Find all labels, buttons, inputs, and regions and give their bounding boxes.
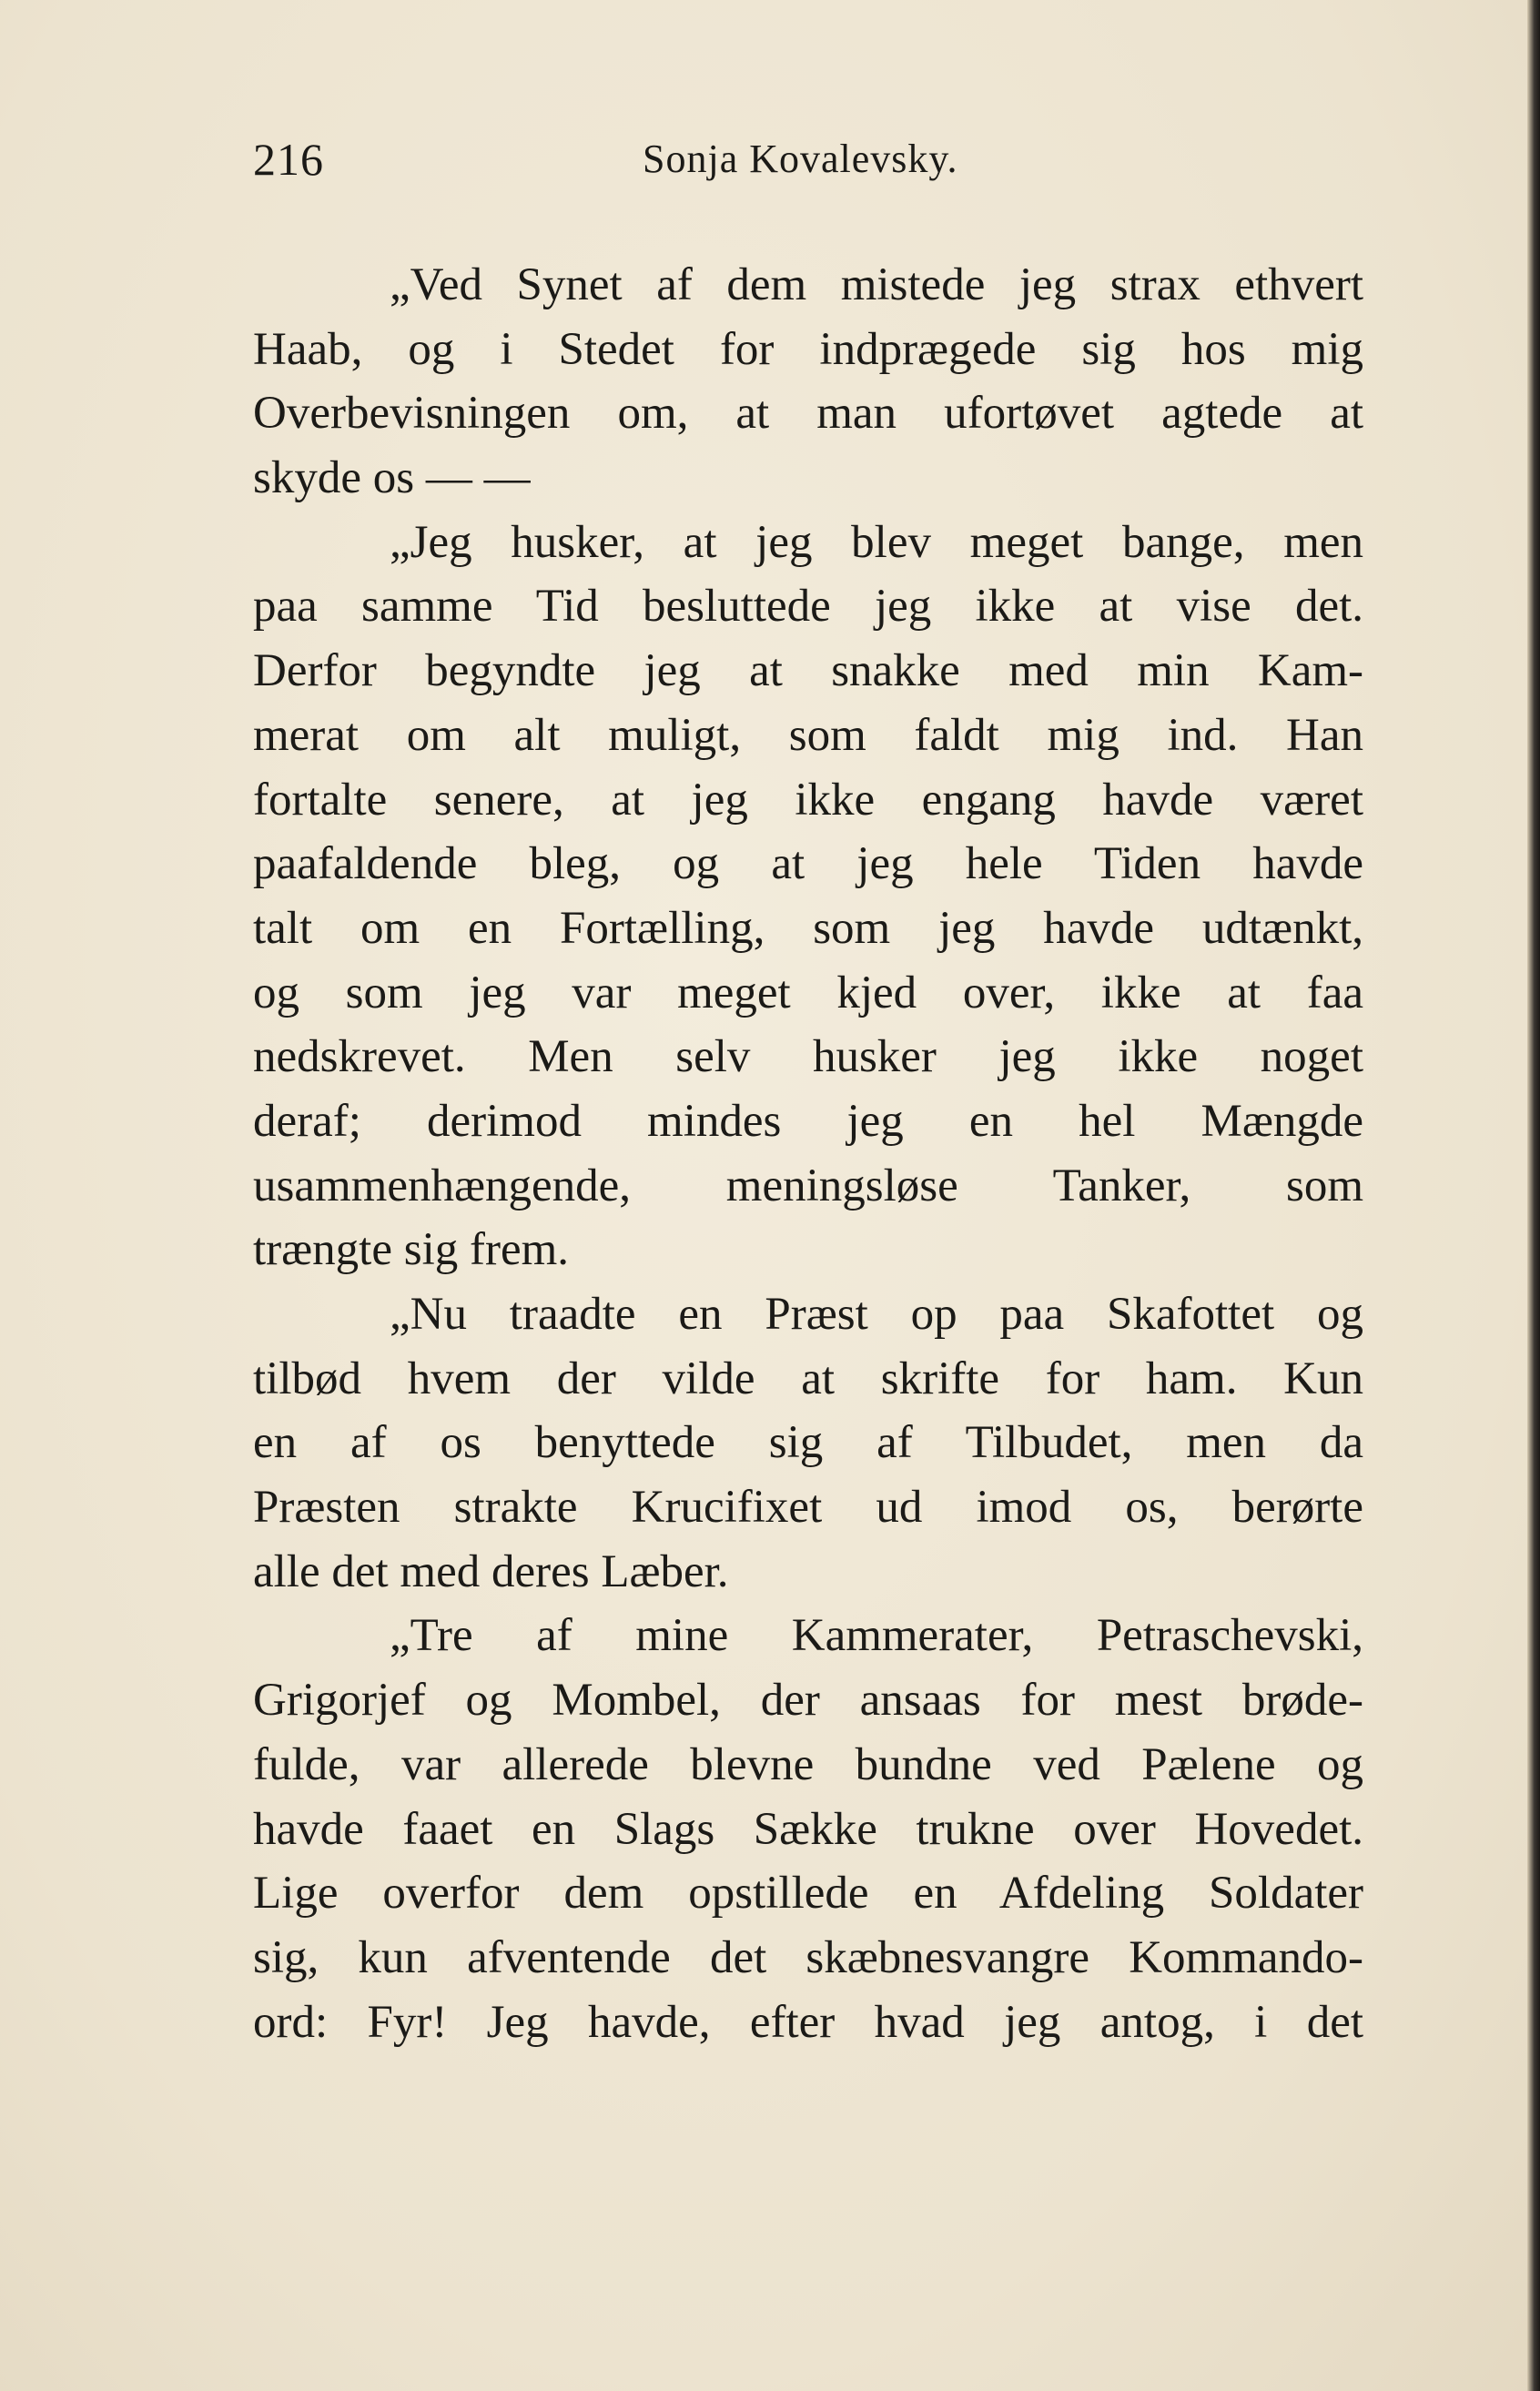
body-text: [253, 253, 1363, 2054]
text-line: ord: Fyr! Jeg havde, efter hvad jeg antog, i det: [253, 1996, 1363, 2048]
text-line: Grigorjef og Mombel, der ansaas for mest brøde-: [253, 1675, 1363, 1727]
text-line: usammenhængende, meningsløse Tanker, som: [253, 1160, 1363, 1211]
text-line: paa samme Tid besluttede jeg ikke at vise det.: [253, 581, 1363, 633]
text-line: tilbød hvem der vilde at skrifte for ham. Kun: [253, 1353, 1363, 1404]
page-header: [253, 127, 1363, 191]
page-number: 216: [253, 134, 324, 185]
text-line: Haab, og i Stedet for indprægede sig hos mig: [253, 323, 1363, 375]
text-line: Præsten strakte Krucifixet ud imod os, berørte: [253, 1482, 1363, 1534]
text-line: en af os benyttede sig af Tilbudet, men da: [253, 1417, 1363, 1469]
text-line: „Ved Synet af dem mistede jeg strax ethvert: [390, 259, 1363, 310]
text-line: „Nu traadte en Præst op paa Skafottet og: [390, 1289, 1363, 1340]
text-line: havde faaet en Slags Sække trukne over Hovedet.: [253, 1803, 1363, 1855]
running-head: Sonja Kovalevsky.: [643, 137, 958, 181]
text-line: fortalte senere, at jeg ikke engang havde været: [253, 774, 1363, 826]
text-line: „Jeg husker, at jeg blev meget bange, men: [390, 516, 1363, 568]
text-line: fulde, var allerede blevne bundne ved Pælene og: [253, 1738, 1363, 1790]
page-edge-shadow: [1527, 0, 1540, 2391]
text-line: talt om en Fortælling, som jeg havde udtænkt,: [253, 902, 1363, 954]
text-line: Derfor begyndte jeg at snakke med min Kam-: [253, 645, 1363, 697]
text-line: „Tre af mine Kammerater, Petraschevski,: [390, 1610, 1363, 1662]
text-line: merat om alt muligt, som faldt mig ind. Han: [253, 709, 1363, 761]
text-line: Lige overfor dem opstillede en Afdeling Soldater: [253, 1868, 1363, 1920]
text-line: Overbevisningen om, at man ufortøvet agtede at: [253, 388, 1363, 440]
text-line: deraf; derimod mindes jeg en hel Mængde: [253, 1095, 1363, 1147]
text-line: alle det med deres Læber.: [253, 1545, 729, 1597]
text-line: skyde os — —: [253, 452, 531, 504]
text-line: nedskrevet. Men selv husker jeg ikke noget: [253, 1031, 1363, 1083]
text-line: sig, kun afventende det skæbnesvangre Kommando-: [253, 1931, 1363, 1983]
text-line: og som jeg var meget kjed over, ikke at faa: [253, 967, 1363, 1018]
text-line: paafaldende bleg, og at jeg hele Tiden havde: [253, 838, 1363, 890]
text-line: trængte sig frem.: [253, 1224, 570, 1276]
